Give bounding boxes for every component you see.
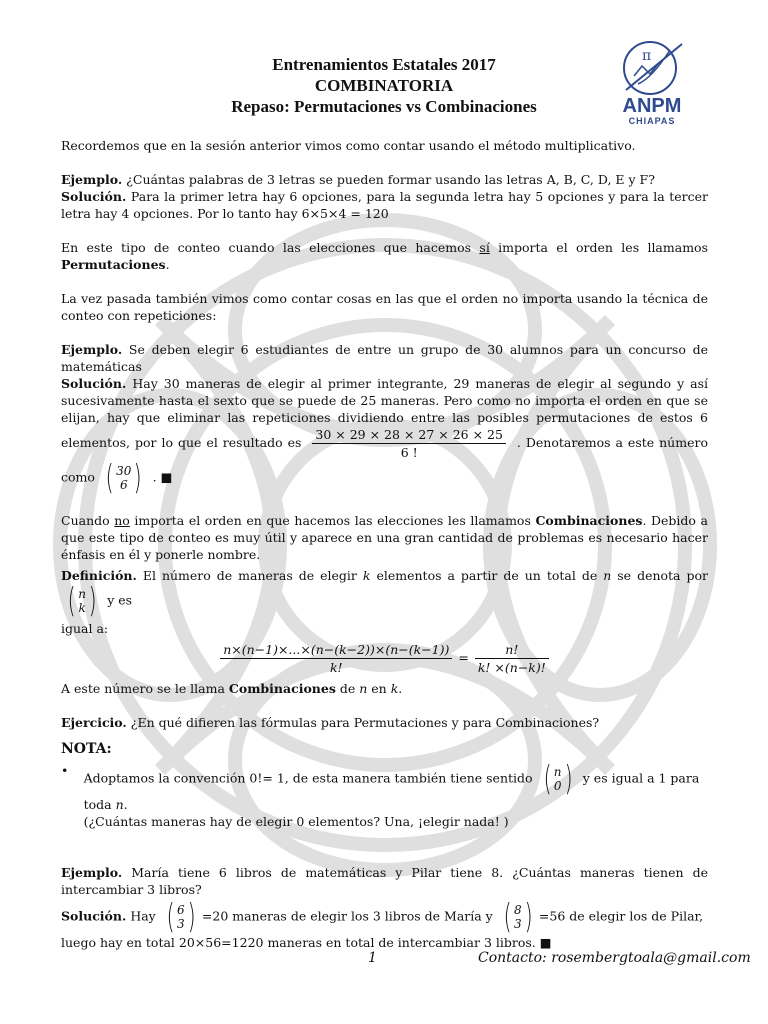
text: Adoptamos la convención 0!= 1, de esta manera también tiene sentido (83, 770, 533, 786)
text: y es (103, 592, 133, 608)
binom-value: =56 (538, 908, 566, 924)
logo-text (612, 96, 692, 126)
exercise-label: Ejercicio. (61, 715, 127, 730)
binomial-30-6: ( 30 6 ) (105, 458, 143, 498)
var-k: k (362, 568, 371, 583)
solution-text: Para la primer letra hay 6 opciones, para la segunda letra hay 5 opciones y para la tercer letra hay 4 opciones. Por lo tanto hay 6×5×4 = 120 (61, 189, 708, 221)
var-n: n (115, 797, 124, 812)
text: . (123, 797, 128, 812)
binom-top: 8 (514, 903, 522, 917)
permutations-paragraph (61, 239, 708, 273)
header-line-1: Entrenamientos Estatales 2017 (272, 55, 496, 74)
binom-bottom: 6 (119, 478, 128, 492)
binom-bottom: 3 (514, 917, 522, 931)
text: elementos a partir de un total de (370, 568, 604, 583)
combination-formula (61, 641, 708, 676)
solution-line-2: luego hay en total 20×56=1220 maneras en total de intercambiar 3 libros. ■ (61, 935, 552, 950)
example-question: Se deben elegir 6 estudiantes de entre un grupo de 30 alumnos para un concurso de matemáticas (61, 342, 708, 374)
pi-symbol: π (642, 48, 652, 64)
text: de elegir los de Pilar, (565, 908, 704, 924)
term-combinaciones: Combinaciones (535, 513, 643, 528)
binomial-6-3: ( 6 3 ) (166, 897, 196, 937)
definition-paragraph (61, 567, 709, 621)
rhs-numerator: n! (475, 641, 549, 659)
named-paragraph (61, 680, 708, 697)
underlined-text: no (114, 513, 130, 528)
nota-heading: NOTA: (61, 741, 112, 757)
binom-top: 30 (116, 464, 132, 478)
example-label: Ejemplo. (61, 172, 123, 187)
fraction (312, 426, 506, 461)
text: . Debido a que este tipo de conteo es muy útil y aparece en una gran cantidad de problemas es necesario hacer énfasis en él y ponerle nombre. (61, 513, 708, 562)
formula-lhs (220, 641, 452, 676)
definition-continued: igual a: (61, 621, 109, 636)
example-label: Ejemplo. (61, 342, 123, 357)
binom-top: n (78, 587, 86, 601)
var-n: n (359, 681, 368, 696)
exercise-text: ¿En qué difieren las fórmulas para Permutaciones y para Combinaciones? (126, 715, 600, 730)
binomial-n-k: ( n k ) (67, 581, 97, 621)
text: Cuando (61, 513, 115, 528)
text: se denota por (611, 568, 709, 583)
solution-text: Hay 30 maneras de elegir al primer integrante, 29 maneras de elegir al segundo y así sucesivamente hasta el sexto que se puede de 25 maneras. Pero como no importa el orden en que se elijan, hay que eliminar las repeticiones dividiendo entre las posibles permutaciones de estos 6 elementos, por lo que el resultado es (61, 376, 708, 450)
intro-paragraph: Recordemos que en la sesión anterior vimos como contar usando el método multiplicativo. (61, 138, 636, 153)
text: Hay (126, 908, 156, 924)
contact-email[interactable]: Contacto: rosembergtoala@gmail.com (478, 950, 751, 966)
exercise-paragraph (61, 714, 708, 731)
binom-bottom: 0 (553, 779, 562, 793)
term-permutaciones: Permutaciones (61, 257, 166, 272)
rhs-denominator: k! ×(n−k)! (477, 660, 546, 675)
example-question: María tiene 6 libros de matemáticas y Pilar tiene 8. ¿Cuántas maneras tienen de intercambiar 3 libros? (61, 865, 708, 897)
header-line-2: COMBINATORIA (314, 76, 454, 95)
example-3 (61, 864, 708, 898)
example-2 (61, 341, 708, 498)
lhs-numerator: n×(n−1)×...×(n−(k−2))×(n−(k−1)) (220, 641, 452, 659)
var-n: n (603, 568, 612, 583)
binom-bottom: k (78, 601, 86, 615)
logo-region: CHIAPAS (628, 116, 676, 126)
nota-line-2: (¿Cuántas maneras hay de elegir 0 elementos? Una, ¡elegir nada! ) (83, 814, 509, 829)
term-combinaciones: Combinaciones (228, 681, 336, 696)
solution-label: Solución. (61, 376, 127, 391)
text: y es igual a 1 para toda (83, 770, 700, 812)
text: . (398, 681, 403, 696)
text: . ■ (148, 469, 173, 485)
binom-value: =20 (201, 908, 229, 924)
var-k: k (390, 681, 399, 696)
binom-top: 6 (176, 903, 185, 917)
binom-top: n (553, 765, 562, 779)
document-body (61, 137, 708, 951)
text: maneras de elegir los 3 libros de María y (228, 908, 493, 924)
text: A este número se le llama (61, 681, 229, 696)
example-label: Ejemplo. (61, 865, 123, 880)
text: . (165, 257, 170, 272)
text: El número de maneras de elegir (136, 568, 363, 583)
text: en (367, 681, 391, 696)
text: importa el orden les llamamos (489, 240, 708, 255)
lhs-denominator: k! (329, 660, 343, 675)
logo-name: ANPM (622, 95, 682, 117)
solution-label: Solución. (61, 189, 127, 204)
repetition-paragraph: La vez pasada también vimos como contar cosas en las que el orden no importa usando la técnica de conteo con repeticiones: (61, 291, 708, 323)
text: importa el orden en que hacemos las elecciones les llamamos (129, 513, 536, 528)
bullet-marker: • (61, 763, 69, 778)
text: En este tipo de conteo cuando las elecciones que hacemos (61, 240, 480, 255)
binomial-n-0: ( n 0 ) (543, 759, 573, 799)
binomial-8-3: ( 8 3 ) (503, 897, 533, 937)
definition-label: Definición. (61, 568, 137, 583)
fraction-numerator: 30 × 29 × 28 × 27 × 26 × 25 (312, 426, 506, 444)
example-question: ¿Cuántas palabras de 3 letras se pueden formar usando las letras A, B, C, D, E y F? (122, 172, 655, 187)
text: . Denotaremos a este número como (61, 435, 708, 485)
underlined-text: sí (479, 240, 490, 255)
solution-label: Solución. (61, 908, 127, 924)
page-number: 1 (368, 950, 377, 966)
example-1 (61, 171, 708, 222)
text: de (335, 681, 360, 696)
header-line-3: Repaso: Permutaciones vs Combinaciones (231, 97, 537, 116)
combinations-paragraph (61, 512, 708, 563)
equals-sign: = (458, 650, 469, 665)
nota-bullet (61, 759, 708, 830)
binom-bottom: 3 (176, 917, 185, 931)
fraction-denominator: 6 ! (400, 445, 418, 460)
formula-rhs (475, 641, 549, 676)
example-3-solution (61, 897, 708, 951)
